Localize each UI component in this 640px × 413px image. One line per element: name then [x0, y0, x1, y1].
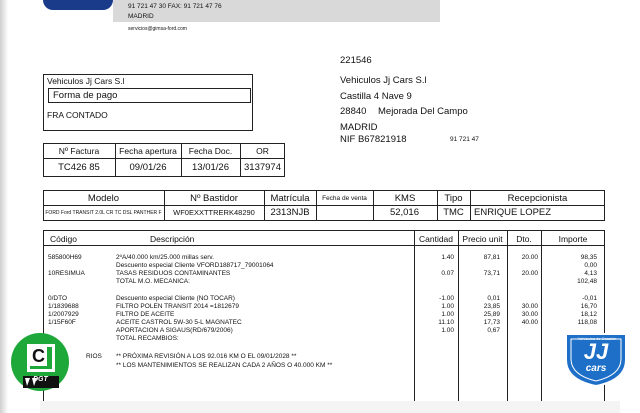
line-amount: 18,12	[580, 311, 597, 318]
invoice-open-date: 09/01/26	[129, 162, 167, 173]
vehicle-header-receptionist: Recepcionista	[507, 193, 568, 204]
payment-label-box	[48, 88, 251, 103]
line-qty: 1.00	[441, 303, 454, 310]
client-name: Vehiculos Jj Cars S.l	[47, 76, 125, 86]
vehicle-type: TMC	[443, 207, 464, 218]
vehicle-header-plate: Matrícula	[270, 193, 310, 204]
line-qty: -1.00	[439, 295, 454, 302]
line-dto: 40.00	[521, 319, 538, 326]
line-desc: TOTAL M.O. MECANICA:	[116, 278, 190, 285]
vehicle-receptionist: ENRIQUE LOPEZ	[474, 207, 552, 218]
invoice-header-or: OR	[256, 146, 269, 156]
note-line: ** PRÓXIMA REVISIÓN A LOS 92.016 KM O EL 09/01/2028 **	[116, 353, 297, 360]
address-nif: NIF B67821918	[340, 134, 407, 145]
address-name: Vehiculos Jj Cars S.l	[340, 75, 427, 86]
address-town: Mejorada Del Campo	[378, 106, 468, 117]
jj-logo-text: JJ	[583, 339, 609, 364]
lines-header-price: Precio unit	[462, 234, 503, 244]
payment-value: FRA CONTADO	[47, 110, 108, 120]
payment-label: Forma de pago	[53, 90, 118, 101]
lines-header-dto: Dto.	[516, 234, 532, 244]
vehicle-plate: 2313NJB	[270, 207, 310, 218]
line-amount: 16,70	[580, 303, 597, 310]
line-price: 25,89	[483, 311, 500, 318]
ford-logo	[43, 0, 113, 10]
lines-header-description: Descripción	[150, 234, 195, 244]
client-box	[43, 74, 253, 131]
lines-header-code: Código	[50, 234, 77, 244]
note-line: ** LOS MANTENIMIENTOS SE REALIZAN CADA 2 AÑOS O 40.000 KM **	[116, 362, 333, 369]
vehicle-kms: 52,016	[389, 207, 419, 218]
line-code: 0/DTO	[48, 295, 68, 302]
line-desc: ACEITE CASTROL 5W-30 5-L MAGNATEC	[116, 319, 242, 326]
line-amount: -0,01	[582, 295, 597, 302]
line-amount: 4,13	[584, 270, 597, 277]
line-qty: 1.40	[441, 254, 454, 261]
line-desc: APORTACION A SIGAUS(RD/679/2006)	[116, 327, 233, 334]
line-price: 0,01	[487, 295, 500, 302]
dgt-label-text: DGT	[33, 376, 48, 383]
vehicle-header-model: Modelo	[87, 193, 120, 204]
line-dto: 30.00	[521, 303, 538, 310]
address-city: MADRID	[340, 122, 378, 133]
vehicle-model: FORD Ford TRANSIT 2.0L CR TC DSL PANTHER F	[45, 210, 162, 216]
line-desc: 2ºA/40.000 km/25.000 millas serv.	[116, 254, 214, 261]
invoice-doc-date: 13/01/26	[192, 162, 229, 173]
address-street: Castilla 4 Nave 9	[340, 91, 412, 102]
vehicle-header-vin: Nº Bastidor	[190, 193, 238, 204]
line-dto: 20.00	[521, 254, 538, 261]
lines-header-qty: Cantidad	[418, 234, 454, 244]
company-phone-fax: 91 721 47 30 FAX: 91 721 47 76	[128, 3, 222, 10]
line-amount: 118,08	[577, 319, 597, 326]
invoice-number: TC426 85	[58, 162, 100, 173]
line-desc: Descuento especial Cliente VFORD188717_79001064	[116, 262, 274, 269]
line-desc: FILTRO DE ACEITE	[116, 311, 175, 318]
invoice-header-open-date: Fecha apertura	[119, 146, 177, 156]
line-amount: 102,48	[577, 278, 597, 285]
invoice-or: 3137974	[244, 162, 281, 173]
line-amount: 98,35	[580, 254, 597, 261]
line-qty: 1.00	[441, 311, 454, 318]
line-qty: 1.00	[441, 327, 454, 334]
company-email: servicios@gimsa-ford.com	[128, 26, 187, 32]
page-shadow	[0, 0, 8, 413]
line-price: 87,81	[483, 254, 500, 261]
company-city: MADRID	[128, 13, 154, 20]
address-phone: 91 721 47	[450, 136, 479, 143]
line-qty: 0.07	[441, 270, 454, 277]
address-zip: 28840	[340, 106, 367, 117]
line-qty: 11.10	[438, 319, 454, 326]
notes-label: RIOS	[86, 353, 102, 360]
invoice-header-number: Nº Factura	[58, 146, 100, 156]
page-bottom-edge	[40, 401, 620, 413]
line-desc: TOTAL RECAMBIOS:	[116, 335, 179, 342]
line-amount: 0,00	[584, 262, 597, 269]
jj-logo-sub: cars	[585, 363, 607, 374]
line-desc: Descuento especial Cliente (NO TOCAR)	[116, 295, 235, 302]
vehicle-header-kms: KMS	[394, 193, 416, 204]
invoice-header-doc-date: Fecha Doc.	[188, 146, 233, 156]
line-code: 1/15F60F	[48, 319, 76, 326]
line-desc: TASAS RESIDUOS CONTAMINANTES	[116, 270, 231, 277]
vehicle-header-type: Tipo	[444, 193, 463, 204]
line-dto: 20.00	[521, 270, 538, 277]
line-code: 1/2007929	[48, 311, 79, 318]
line-price: 17,73	[483, 319, 500, 326]
line-dto: 30.00	[521, 311, 538, 318]
line-code: 585800H69	[48, 254, 82, 261]
line-price: 23,85	[483, 303, 500, 310]
document-number: 221546	[340, 55, 372, 66]
line-price: 0,67	[487, 327, 500, 334]
vehicle-header-sale-date: Fecha de venta	[322, 195, 367, 202]
jj-tagline: Vehículos de Ocasión	[577, 336, 617, 341]
line-desc: FILTRO POLEN TRANSIT 2014 =1812679	[116, 303, 240, 310]
line-code: 10RESIMUA	[48, 270, 85, 277]
vehicle-vin: WF0EXXTTRERK48290	[173, 208, 255, 217]
line-code: 1/1839688	[48, 303, 79, 310]
lines-header-amount: Importe	[558, 234, 588, 244]
line-price: 73,71	[483, 270, 500, 277]
dgt-label-letter: C	[32, 346, 45, 366]
